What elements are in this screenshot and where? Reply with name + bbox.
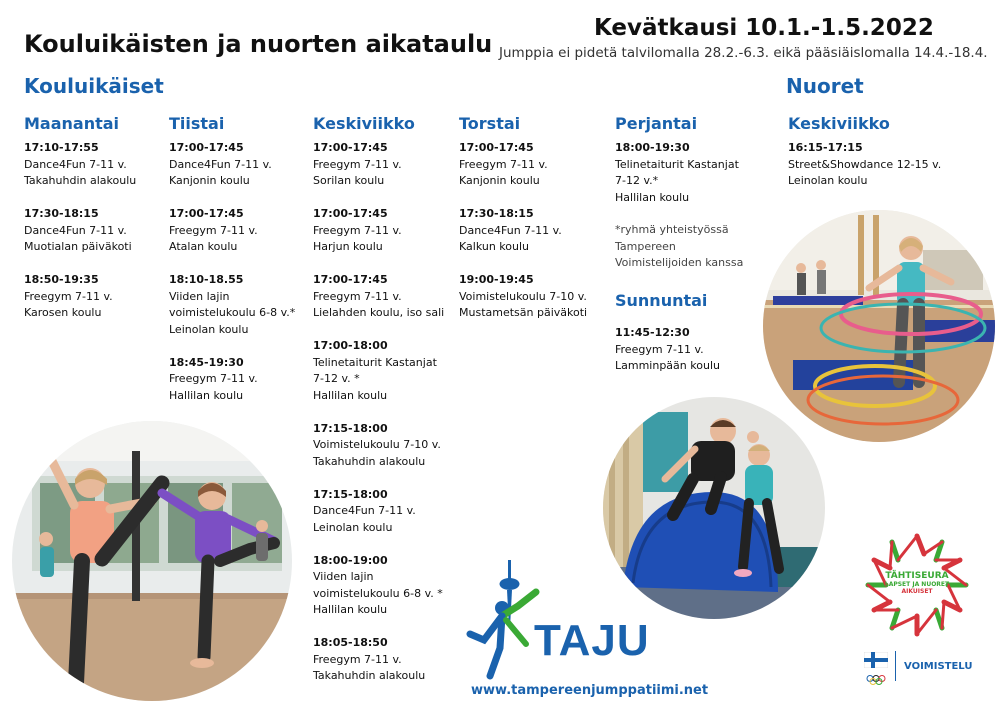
badge-line-2: LAPSET JA NUORET: [884, 581, 950, 588]
slot-detail: Sorilan koulu: [313, 174, 385, 187]
photo-kids-stretching: [12, 421, 292, 701]
slot-detail: Atalan koulu: [169, 240, 238, 253]
day-monday: Maanantai: [24, 114, 120, 133]
slot-time: 18:50-19:35: [24, 273, 99, 286]
slot-detail: Street&Showdance 12-15 v.: [788, 157, 942, 171]
day-sunday: Sunnuntai: [615, 291, 708, 310]
slot-time: 17:10-17:55: [24, 141, 99, 154]
slot-detail: Leinolan koulu: [788, 174, 868, 187]
slot-time: 11:45-12:30: [615, 326, 690, 339]
day-friday: Perjantai: [615, 114, 698, 133]
slot-detail: Leinolan koulu: [169, 322, 249, 336]
schedule-slot: [169, 355, 295, 405]
slot-detail: Freegym 7-11 v.: [313, 652, 402, 666]
slot-time: 17:15-18:00: [313, 487, 388, 501]
slot-time: 17:00-17:45: [169, 141, 244, 154]
olympic-rings-icon: [866, 670, 886, 680]
slot-detail: Freegym 7-11 v.: [615, 342, 704, 356]
schedule-friday: [615, 140, 739, 223]
schedule-slot: [459, 140, 587, 190]
logo-divider: [895, 651, 896, 681]
taju-wordmark: TAJU: [534, 616, 650, 665]
federation-name: VOIMISTELU: [904, 661, 973, 672]
slot-detail: Dance4Fun 7-11 v.: [24, 157, 127, 171]
schedule-slot: [24, 272, 136, 322]
slot-time: 18:00-19:00: [313, 553, 388, 567]
schedule-slot: [615, 140, 739, 206]
day-wednesday: Keskiviikko: [313, 114, 415, 133]
slot-detail: Viiden lajin: [169, 289, 230, 303]
slot-time: 17:00-17:45: [313, 141, 388, 154]
section-youth: Nuoret: [786, 74, 864, 98]
photo-hula-hoop-girl: [763, 210, 995, 442]
slot-time: 18:10-18.55: [169, 273, 244, 286]
schedule-slot: [169, 206, 295, 256]
schedule-sunday: [615, 325, 720, 391]
day-tuesday: Tiistai: [169, 114, 225, 133]
slot-detail: Takahuhdin alakoulu: [24, 174, 137, 187]
slot-time: 17:30-18:15: [459, 207, 534, 220]
slot-detail: Freegym 7-11 v.: [169, 372, 258, 385]
footnote-line: Voimistelijoiden kanssa: [615, 256, 744, 269]
slot-detail: Takahuhdin alakoulu: [313, 454, 426, 468]
slot-time: 17:00-18:00: [313, 339, 388, 352]
slot-detail: Karosen koulu: [24, 306, 102, 319]
slot-detail: Harjun koulu: [313, 240, 383, 253]
schedule-tuesday: [169, 140, 295, 421]
slot-detail: Viiden lajin: [313, 570, 374, 583]
slot-detail: Hallilan koulu: [313, 603, 388, 616]
slot-detail: voimistelukoulu 6-8 v. *: [313, 586, 443, 600]
schedule-monday: [24, 140, 136, 338]
slot-detail: Telinetaiturit Kastanjat: [615, 157, 739, 171]
slot-time: 17:15-18:00: [313, 421, 388, 435]
slot-detail: Voimistelukoulu 7-10 v.: [313, 438, 441, 451]
schedule-slot: [615, 325, 720, 375]
slot-detail: Kanjonin koulu: [169, 174, 250, 187]
slot-detail: Dance4Fun 7-11 v.: [169, 157, 272, 171]
slot-detail: Telinetaiturit Kastanjat: [313, 355, 437, 369]
schedule-wednesday: [313, 140, 444, 701]
schedule-thursday: [459, 140, 587, 338]
schedule-slot: [459, 206, 587, 256]
slot-detail: Freegym 7-11 v.: [24, 289, 113, 303]
slot-detail: Lielahden koulu, iso sali: [313, 306, 445, 319]
slot-detail: Kalkun koulu: [459, 240, 529, 253]
slot-detail: Leinolan koulu: [313, 520, 393, 534]
schedule-slot: [459, 272, 587, 322]
day-youth-wednesday: Keskiviikko: [788, 114, 890, 133]
finnish-flag-icon: [864, 652, 888, 668]
slot-detail: Freegym 7-11 v.: [459, 157, 548, 171]
slot-detail: Freegym 7-11 v.: [313, 157, 402, 171]
slot-detail: Dance4Fun 7-11 v.: [459, 223, 562, 237]
slot-time: 17:00-17:45: [313, 207, 388, 220]
slot-time: 18:45-19:30: [169, 355, 244, 369]
slot-time: 17:00-17:45: [459, 141, 534, 154]
badge-text: [880, 572, 954, 595]
holiday-note: Jumppia ei pidetä talvilomalla 28.2.-6.3. eikä pääsiäislomalla 14.4.-18.4.: [499, 45, 988, 61]
badge-line-3: AIKUISET: [901, 588, 933, 595]
slot-detail: Freegym 7-11 v.: [313, 289, 402, 303]
slot-detail: Hallilan koulu: [313, 388, 388, 402]
schedule-slot: [313, 487, 444, 537]
slot-time: 18:05-18:50: [313, 636, 388, 649]
slot-time: 18:00-19:30: [615, 141, 690, 154]
slot-detail: Dance4Fun 7-11 v.: [24, 223, 127, 237]
schedule-slot: [313, 272, 444, 322]
schedule-slot: [313, 421, 444, 471]
schedule-slot: [788, 140, 941, 190]
website-url[interactable]: www.tampereenjumppatiimi.net: [471, 683, 709, 698]
schedule-slot: [313, 140, 444, 190]
slot-time: 19:00-19:45: [459, 273, 534, 286]
slot-detail: Lamminpään koulu: [615, 359, 720, 372]
badge-line-1: TÄHTISEURA: [885, 571, 949, 581]
footnote-line: Tampereen: [615, 239, 676, 253]
slot-detail: Freegym 7-11 v.: [313, 223, 402, 237]
photo-kids-gym-mat: [603, 397, 825, 619]
day-thursday: Torstai: [459, 114, 521, 133]
schedule-slot: [313, 635, 444, 685]
slot-detail: Hallilan koulu: [169, 388, 244, 402]
slot-time: 17:00-17:45: [169, 207, 244, 220]
schedule-slot: [313, 553, 444, 619]
footnote-line: *ryhmä yhteistyössä: [615, 223, 729, 236]
cooperation-footnote: [615, 222, 743, 272]
slot-detail: voimistelukoulu 6-8 v.*: [169, 306, 296, 319]
slot-time: 16:15-17:15: [788, 141, 863, 154]
slot-detail: 7-12 v.*: [615, 174, 659, 187]
schedule-slot: [24, 140, 136, 190]
slot-detail: Hallilan koulu: [615, 190, 690, 204]
slot-detail: Voimistelukoulu 7-10 v.: [459, 289, 587, 303]
slot-detail: Mustametsän päiväkoti: [459, 306, 588, 319]
slot-detail: Freegym 7-11 v.: [169, 223, 258, 237]
slot-time: 17:00-17:45: [313, 273, 388, 286]
slot-detail: Takahuhdin alakoulu: [313, 669, 426, 682]
schedule-youth-wednesday: [788, 140, 941, 206]
slot-detail: Dance4Fun 7-11 v.: [313, 504, 416, 517]
schedule-slot: [313, 206, 444, 256]
slot-time: 17:30-18:15: [24, 207, 99, 220]
schedule-slot: [24, 206, 136, 256]
schedule-slot: [313, 338, 444, 404]
page-title: Kouluikäisten ja nuorten aikataulu: [24, 30, 493, 58]
slot-detail: Muotialan päiväkoti: [24, 240, 132, 253]
slot-detail: 7-12 v. *: [313, 372, 360, 385]
slot-detail: Kanjonin koulu: [459, 174, 540, 187]
schedule-slot: [169, 272, 295, 338]
schedule-slot: [169, 140, 295, 190]
season-title: Kevätkausi 10.1.-1.5.2022: [594, 15, 934, 41]
section-school-age: Kouluikäiset: [24, 74, 164, 98]
